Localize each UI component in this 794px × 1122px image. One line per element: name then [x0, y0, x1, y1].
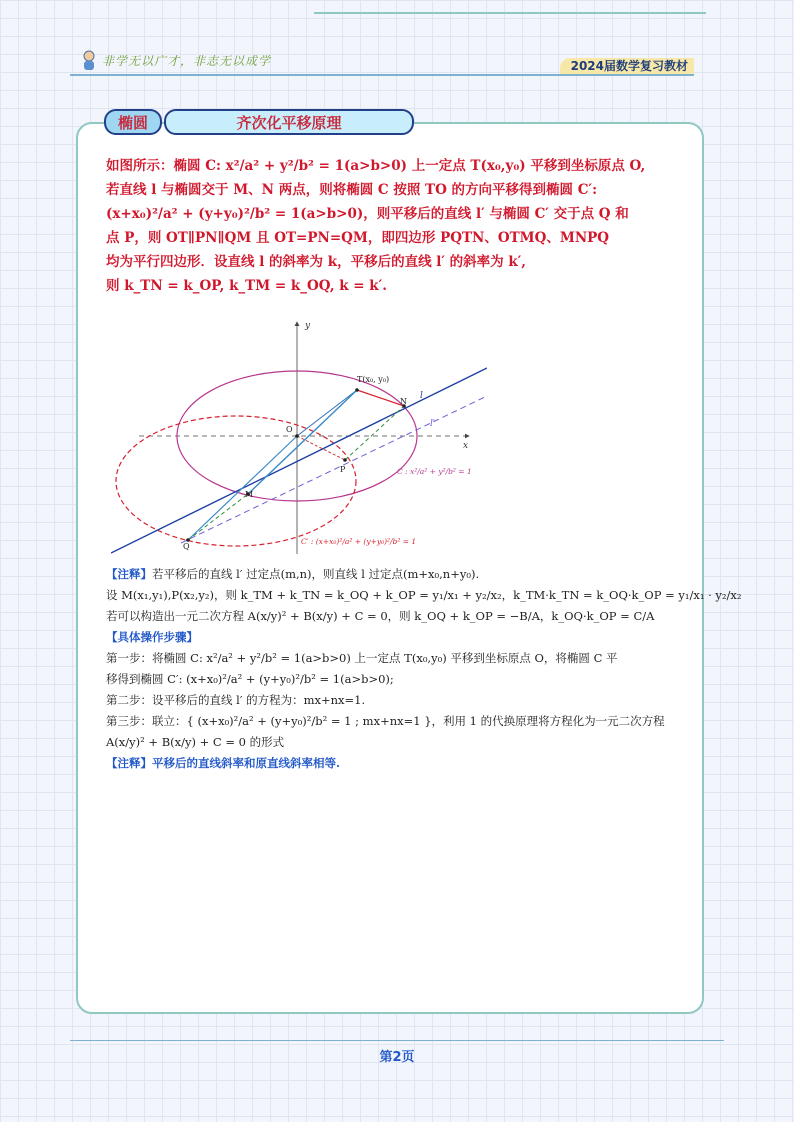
label-y: y [305, 321, 311, 331]
note-1 [106, 564, 686, 585]
intro-line-2: 若直线 l 与椭圆交于 M、N 两点，则将椭圆 C 按照 TO 的方向平移得到椭圆 C′: [106, 182, 598, 198]
intro-line-6: 则 k_TN = k_OP, k_TM = k_OQ, k = k′. [106, 278, 387, 294]
label-N: N [400, 397, 407, 406]
segment-TN [357, 390, 404, 406]
header-rule [70, 74, 694, 76]
point-T [355, 388, 359, 392]
point-O [295, 434, 299, 438]
note-4 [106, 753, 686, 774]
intro-line-5: 均为平行四边形．设直线 l 的斜率为 k，平移后的直线 l′ 的斜率为 k′, [106, 254, 526, 270]
label-M: M [245, 490, 254, 499]
intro-text [106, 154, 686, 298]
step-1-line-2: 移得到椭圆 C′: (x+x₀)²/a² + (y+y₀)²/b² = 1(a>b>0); [106, 672, 394, 686]
page-header [70, 44, 694, 78]
segment-OT [297, 390, 357, 436]
step-3-line-2: A(x/y)² + B(x/y) + C = 0 的形式 [106, 735, 285, 749]
step-1-line-1: 第一步：将椭圆 C: x²/a² + y²/b² = 1(a>b>0) 上一定点 T(x₀,y₀) 平移到坐标原点 O，将椭圆 C 平 [106, 651, 618, 665]
ellipse-figure [111, 318, 487, 558]
step-2: 第二步：设平移后的直线 l′ 的方程为：mx+nx=1. [106, 693, 366, 707]
ellipse-diagram [111, 318, 487, 558]
label-O: O [286, 425, 293, 434]
label-P: P [340, 465, 346, 474]
intro-line-3: (x+x₀)²/a² + (y+y₀)²/b² = 1(a>b>0)，则平移后的直线 l′ 与椭圆 C′ 交于点 Q 和 [106, 206, 629, 222]
segment-OQ [188, 436, 297, 540]
note-1-tag: 【注释】 [106, 567, 152, 581]
steps-tag: 【具体操作步骤】 [106, 630, 198, 644]
notes-section [106, 564, 742, 774]
intro-line-4: 点 P，则 OT∥PN∥QM 且 OT=PN=QM，即四边形 PQTN、OTMQ、MNPQ [106, 230, 610, 246]
note-2: 设 M(x₁,y₁),P(x₂,y₂)，则 k_TM + k_TN = k_OQ + k_OP = y₁/x₁ + y₂/x₂，k_TM·k_TN = k_OQ·k_OP = y₁/x₁ · y₂/x₂ [106, 588, 742, 602]
label-T: T(x₀, y₀) [357, 375, 390, 384]
point-P [343, 458, 347, 462]
label-x: x [463, 441, 469, 451]
line-l [111, 368, 487, 553]
header-tab-label: 2024届数学复习教材 [570, 59, 688, 73]
header-motto: 非学无以广才，非志无以成学 [102, 54, 272, 68]
note-4-text: 平移后的直线斜率和原直线斜率相等. [152, 756, 341, 770]
section-topic: 齐次化平移原理 [164, 109, 414, 135]
intro-line-1: 如图所示：椭圆 C: x²/a² + y²/b² = 1(a>b>0) 上一定点 T(x₀,y₀) 平移到坐标原点 O, [106, 158, 646, 174]
header-tab [560, 58, 694, 74]
page-number: 第2页 [379, 1050, 415, 1065]
label-l-prime: l′ [430, 419, 435, 429]
label-Q: Q [183, 542, 190, 551]
note-3: 若可以构造出一元二次方程 A(x/y)² + B(x/y) + C = 0，则 k_OQ + k_OP = −B/A，k_OQ·k_OP = C/A [106, 609, 655, 623]
label-l: l [420, 391, 423, 401]
step-3-line-1: 第三步：联立：{ (x+x₀)²/a² + (y+y₀)²/b² = 1 ; mx+nx=1 }，利用 1 的代换原理将方程化为一元二次方程 [106, 714, 665, 728]
boy-mascot-icon [80, 50, 98, 72]
note-4-tag: 【注释】 [106, 756, 152, 770]
equation-C-prime: C′ : (x+x₀)²/a² + (y+y₀)²/b² = 1 [301, 537, 417, 546]
segment-TM [248, 390, 357, 494]
section-tag: 椭圆 [104, 109, 162, 135]
title-rule [314, 12, 706, 14]
ellipse-C-prime [116, 416, 356, 546]
equation-C: C : x²/a² + y²/b² = 1 [397, 467, 472, 476]
footer-rule [70, 1040, 724, 1041]
note-1-text: 若平移后的直线 l′ 过定点(m,n)，则直线 l 过定点(m+x₀,n+y₀). [152, 567, 480, 581]
